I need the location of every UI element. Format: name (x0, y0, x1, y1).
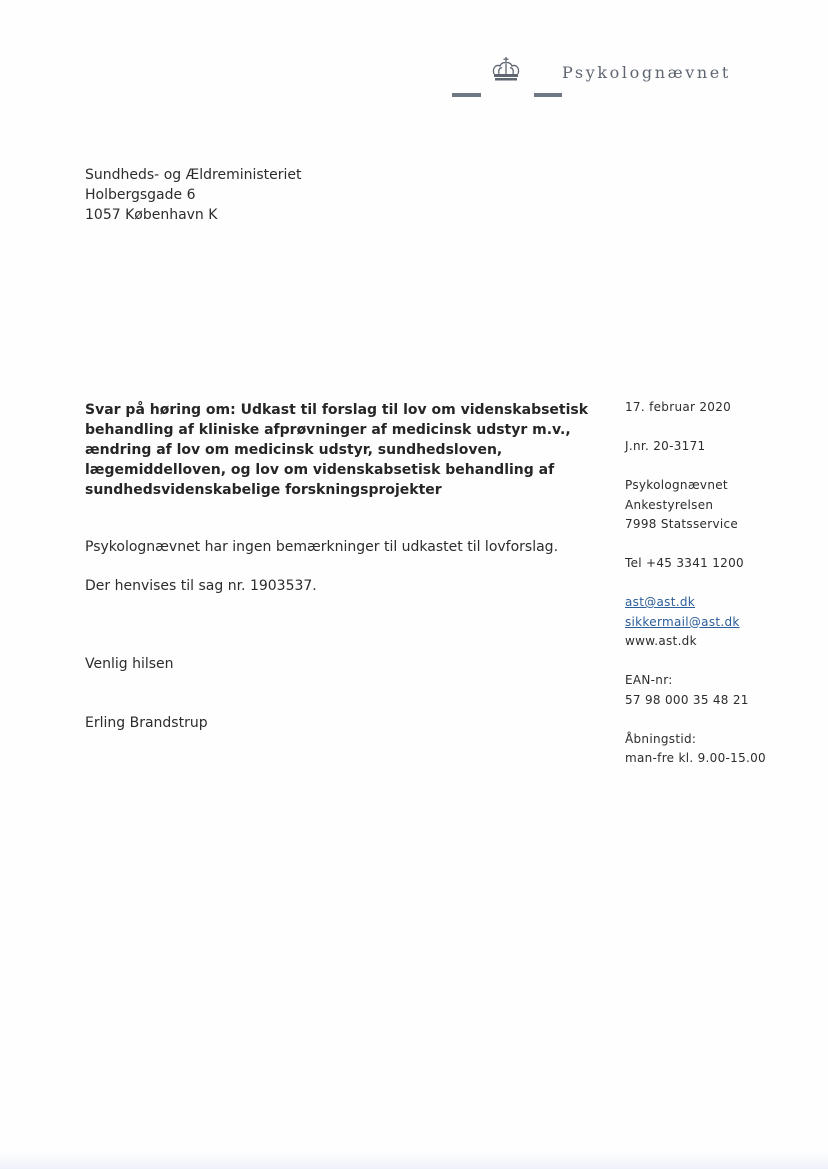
subject-line: Svar på høring om: Udkast til forslag til lov om videnskabsetisk (85, 402, 589, 418)
letter-subject (85, 400, 589, 500)
logo-divider-left (452, 93, 481, 97)
sender-address-line: Ankestyrelsen (625, 497, 714, 512)
subject-line: ændring af lov om medicinsk udstyr, sundhedsloven, (85, 442, 503, 458)
body-paragraph: Der henvises til sag nr. 1903537. (85, 578, 317, 594)
logo-divider-right (534, 93, 562, 97)
signer-name: Erling Brandstrup (85, 715, 208, 731)
sender-address-line: 7998 Statsservice (625, 517, 739, 531)
closing-greeting: Venlig hilsen (85, 656, 174, 672)
ean-info (625, 671, 815, 710)
email-link[interactable]: ast@ast.dk (625, 595, 696, 609)
secure-email-link[interactable]: sikkermail@ast.dk (625, 614, 740, 629)
body-paragraph: Psykolognævnet har ingen bemærkninger til udkastet til lovforslag. (85, 539, 559, 555)
ean-value: 57 98 000 35 48 21 (625, 692, 749, 707)
sender-address-line: Psykolognævnet (625, 478, 728, 492)
website-text: www.ast.dk (625, 634, 697, 648)
subject-line: sundhedsvidenskabelige forskningsprojekter (85, 482, 442, 498)
recipient-line: Sundheds- og Ældreministeriet (85, 167, 302, 183)
opening-hours-label: Åbningstid: (625, 731, 697, 746)
opening-hours (625, 730, 815, 769)
organization-name: Psykolognævnet (562, 63, 731, 82)
subject-line: behandling af kliniske afprøvninger af medicinsk udstyr m.v., (85, 422, 571, 438)
sender-address (625, 476, 815, 535)
subject-line: lægemiddelloven, og lov om videnskabsetisk behandling af (85, 462, 555, 478)
ean-label: EAN-nr: (625, 673, 673, 687)
phone-number: Tel +45 3341 1200 (625, 556, 744, 570)
scan-edge (0, 1150, 828, 1169)
recipient-line: 1057 København K (85, 207, 218, 223)
recipient-address (85, 165, 302, 225)
letter-date: 17. februar 2020 (625, 400, 732, 414)
contact-links (625, 593, 815, 652)
journal-number: J.nr. 20-3171 (625, 439, 706, 453)
opening-hours-value: man-fre kl. 9.00-15.00 (625, 751, 766, 765)
crown-icon (490, 56, 522, 82)
sidebar-info (625, 398, 815, 788)
recipient-line: Holbergsgade 6 (85, 187, 196, 203)
